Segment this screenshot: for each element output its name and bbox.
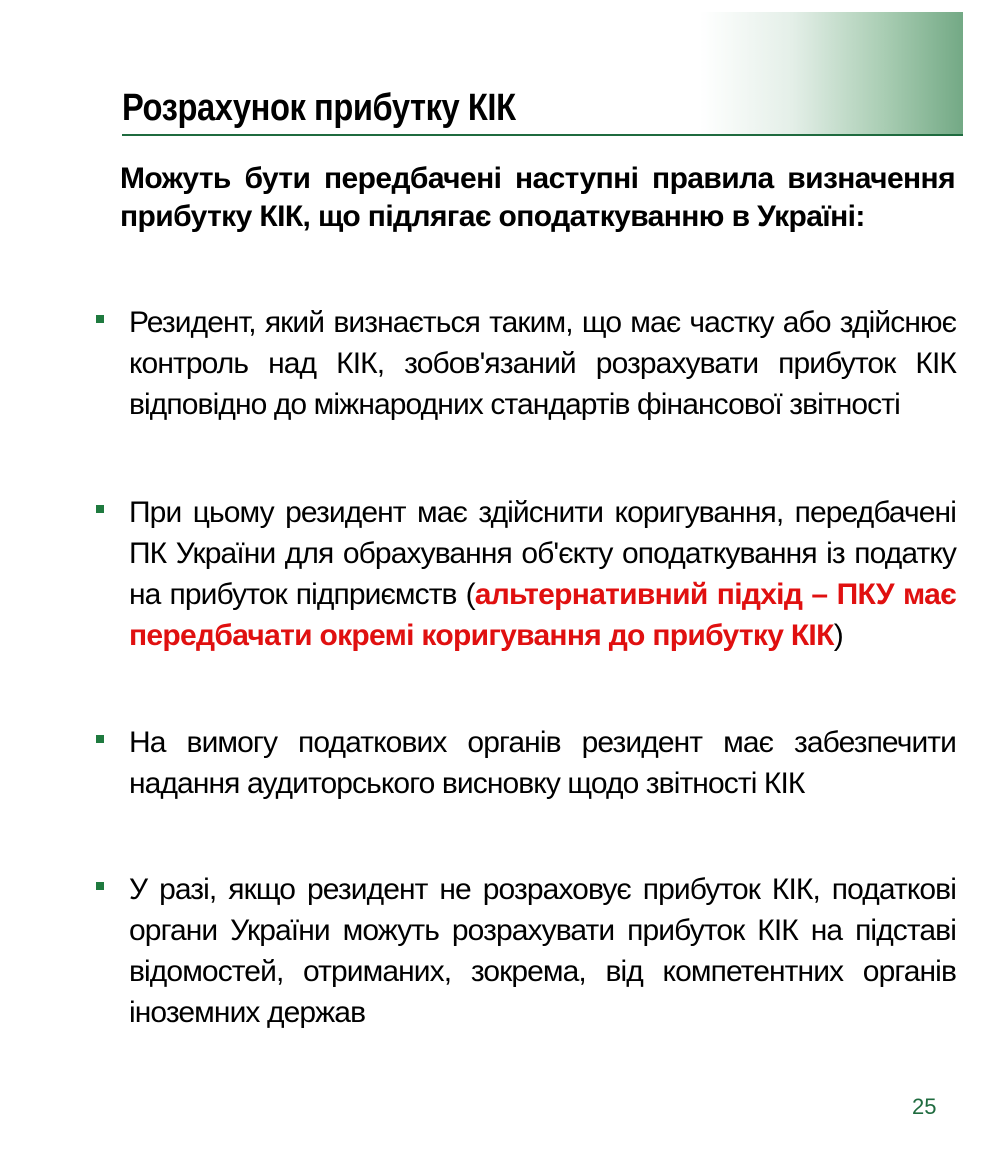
bullet-text-2-before: При цьому резидент має здійснити коригування, передбачені ПК України для обрахування об'єкту оподаткування із податку на прибуток підприємств (: [129, 496, 956, 611]
title-underline: [122, 134, 963, 136]
square-bullet-icon: [96, 882, 104, 890]
square-bullet-icon: [96, 315, 104, 323]
square-bullet-icon: [96, 505, 104, 513]
bullet-text-1: Резидент, який визнається таким, що має частку або здійснює контроль над КІК, зобов'язаний розрахувати прибуток КІК відповідно до міжнародних стандартів фінансової звітності: [129, 306, 956, 421]
slide-title: Розрахунок прибутку КІК: [122, 87, 516, 129]
bullet-list: [96, 302, 956, 1033]
bullet-item-2: [96, 492, 956, 656]
bullet-text-2-after: ): [833, 619, 843, 652]
page-number: 25: [912, 1094, 937, 1119]
bullet-text-2-emphasis: альтернативний підхід – ПКУ має передбачати окремі коригування до прибутку КІК: [129, 578, 957, 652]
bullet-item-4: [96, 869, 956, 1033]
corner-gradient-decoration: [700, 12, 963, 135]
bullet-text-3: На вимогу податкових органів резидент має забезпечити надання аудиторського висновку щодо звітності КІК: [129, 726, 956, 800]
square-bullet-icon: [96, 735, 104, 743]
bullet-item-1: [96, 302, 956, 425]
bullet-text-4: У разі, якщо резидент не розраховує прибуток КІК, податкові органи України можуть розрахувати прибуток КІК на підставі відомостей, отриманих, зокрема, від компетентних органів іноземних держав: [129, 873, 956, 1029]
intro-text: Можуть бути передбачені наступні правила визначення прибутку КІК, що підлягає оподаткуванню в Україні:: [120, 162, 955, 233]
bullet-item-3: [96, 722, 956, 804]
